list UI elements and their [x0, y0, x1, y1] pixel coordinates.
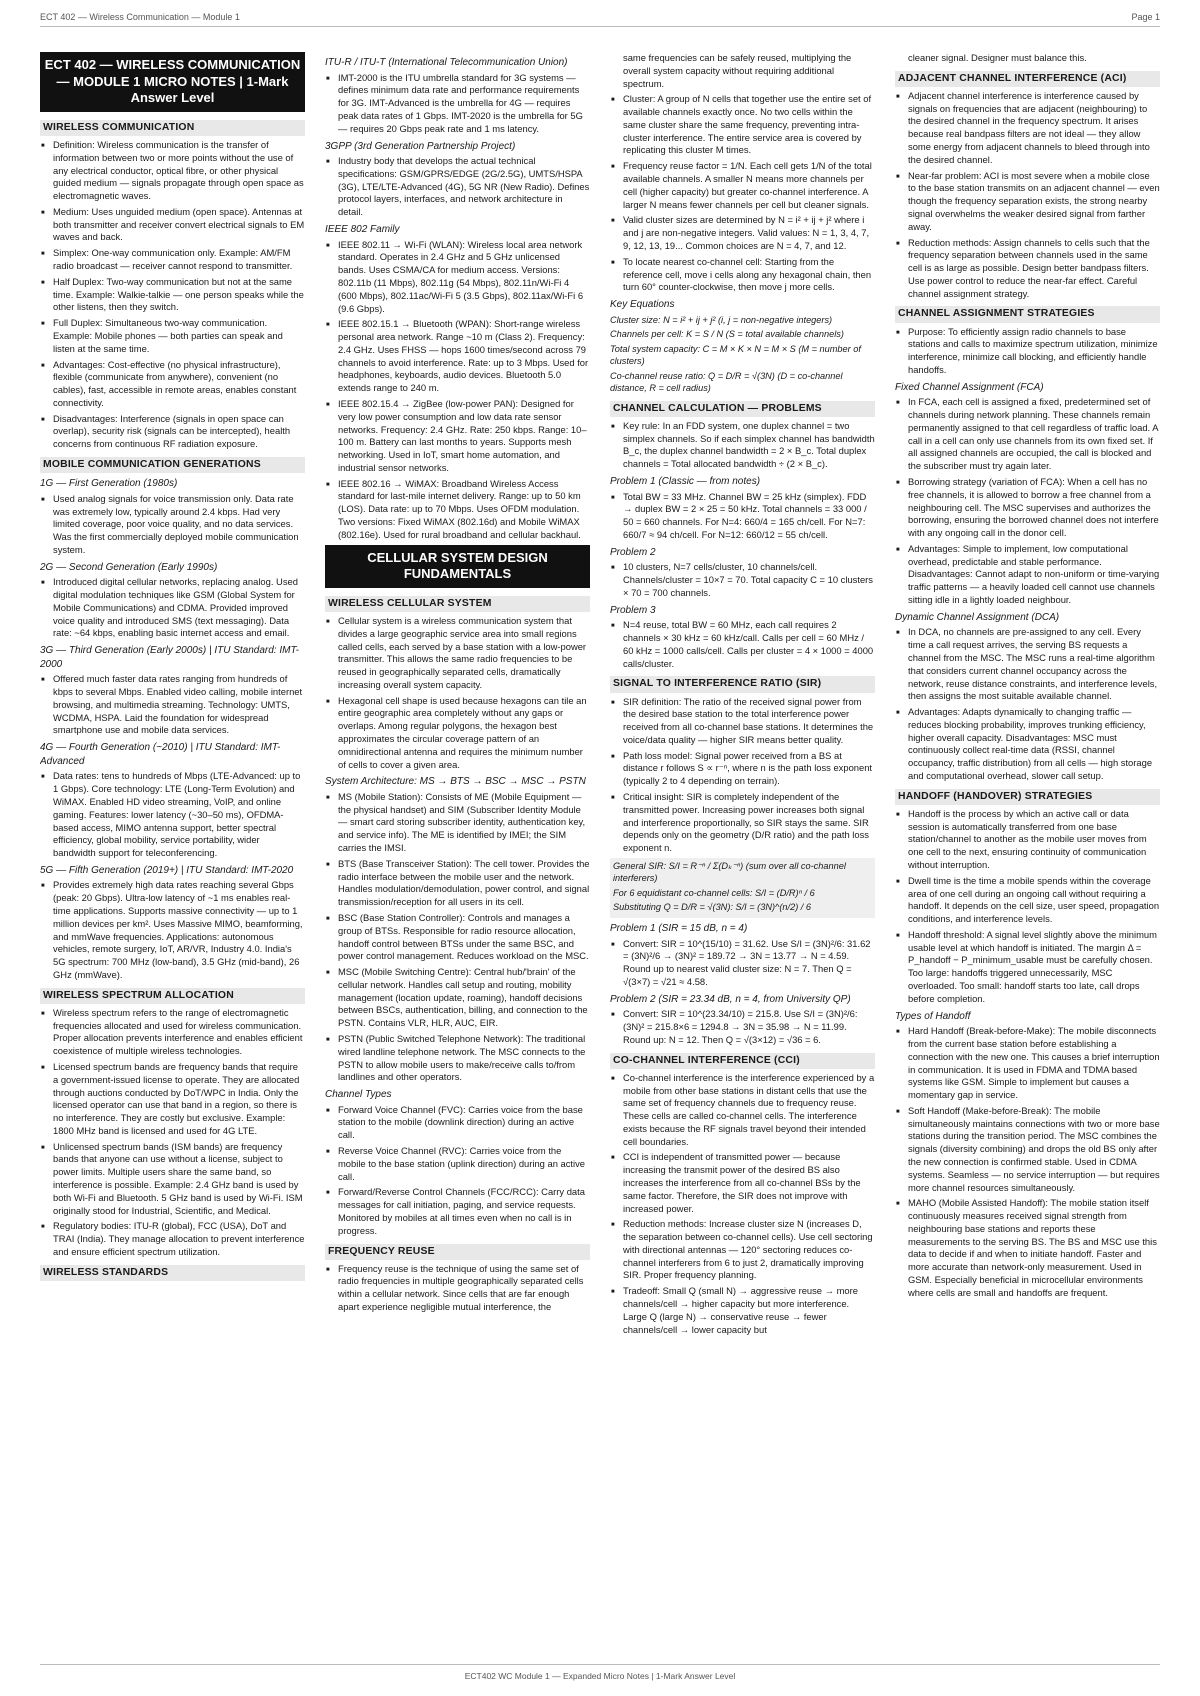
- bullet-list: [610, 491, 875, 542]
- bullet-item: ■ Handoff threshold: A signal level slightly above the minimum usable level at which handoff is initiated. The margin Δ = P_handoff − P_minimum_usable must be carefully chosen. Too large: handoffs triggered unnecessarily, MSC overloaded. Too small: handoff starts too late, call drops before completion.: [895, 929, 1160, 1006]
- bullet-item: ■ PSTN (Public Switched Telephone Network): The traditional wired landline telephone network. The MSC connects to the PSTN to allow mobile users to make/receive calls to/from landlines and other operators.: [325, 1033, 590, 1084]
- section-heading: SIGNAL TO INTERFERENCE RATIO (SIR): [610, 676, 875, 692]
- subsection-heading: 4G — Fourth Generation (~2010) | ITU Standard: IMT-Advanced: [40, 742, 281, 767]
- section-heading: CHANNEL ASSIGNMENT STRATEGIES: [895, 306, 1160, 322]
- subsection-heading: Problem 1 (Classic — from notes): [610, 476, 761, 488]
- bullet-item: ■ Purpose: To efficiently assign radio channels to base stations and calls to maximize spectrum utilization, minimize interference, minimize call blocking, and efficiently handle handoffs.: [895, 326, 1160, 377]
- bullet-item: ■ Provides extremely high data rates reaching several Gbps (peak: 20 Gbps). Ultra-low latency of ~1 ms enables real-time applications. Supports massive connectivity — up to 1 million devices per km². Uses Massive MIMO, beamforming, and mmWave frequencies. Applications: autonomous vehicles, remote surgery, IoT, AR/VR, Industry 4.0. India's 5G spectrum: 700 MHz (low-band), 3.5 GHz (mid-band), 26 GHz (mmWave).: [40, 879, 305, 981]
- bullet-list: [895, 326, 1160, 377]
- equation-box: [610, 858, 875, 918]
- bullet-item: same frequencies can be safely reused, multiplying the overall system capacity without requiring additional spectrum.: [623, 52, 852, 89]
- bullet-list: [610, 561, 875, 599]
- column-4: [895, 52, 1160, 1657]
- equation-line: Co-channel reuse ratio: Q = D/R = √(3N) (D = co-channel distance, R = cell radius): [610, 370, 843, 394]
- bullet-list: [40, 1007, 305, 1259]
- bullet-item: ■ Disadvantages: Interference (signals in open space can overlap), security risk (signals can be intercepted), health concerns from continuous RF radiation exposure.: [40, 413, 305, 451]
- section-heading: WIRELESS COMMUNICATION: [40, 120, 305, 136]
- module-title-block: CELLULAR SYSTEM DESIGN FUNDAMENTALS: [325, 545, 590, 588]
- section-heading: WIRELESS STANDARDS: [40, 1265, 305, 1281]
- bullet-list: [610, 420, 875, 471]
- section-heading: FREQUENCY REUSE: [325, 1244, 590, 1260]
- bullet-item: ■ Frequency reuse factor = 1/N. Each cell gets 1/N of the total available channels. A smaller N means more channels per cell (higher capacity) but greater co-channel interference. A larger N means fewer channels per cell but cleaner signals.: [610, 160, 875, 211]
- bullet-item: ■ Hexagonal cell shape is used because hexagons can tile an entire geographic area completely without any gaps or overlaps. Among regular polygons, the hexagon best approximates the circular coverage pattern of an omnidirectional antenna and requires the minimum number of cells to cover a given area.: [325, 695, 590, 772]
- section-heading: HANDOFF (HANDOVER) STRATEGIES: [895, 789, 1160, 805]
- bullet-item: ■ 10 clusters, N=7 cells/cluster, 10 channels/cell. Channels/cluster = 10×7 = 70. Total capacity C = 10 clusters × 70 = 700 channels.: [610, 561, 875, 599]
- bullet-list: [325, 615, 590, 771]
- bullet-item: ■ Advantages: Cost-effective (no physical infrastructure), flexible (communicate from anywhere), convenient (no cables), fast, accessible in remote areas, enables constant connectivity.: [40, 359, 305, 410]
- bullet-item: ■ Co-channel interference is the interference experienced by a mobile from other base stations in distant cells that use the same set of frequency channels due to frequency reuse. These cells are called co-channel cells. The interference exists because the RF signals travel beyond their intended cell boundaries.: [610, 1072, 875, 1149]
- bullet-item: ■ Critical insight: SIR is completely independent of the transmitted power. Increasing power increases both signal and interference proportionally, so SIR stays the same. SIR depends only on the geometry (D/R ratio) and the path loss exponent n.: [610, 791, 875, 855]
- bullet-list: [610, 619, 875, 670]
- bullet-item: ■ Handoff is the process by which an active call or data session is automatically transferred from one base station/channel to another as the mobile user moves from one cell to the next, ensuring continuity of communication without interruption.: [895, 808, 1160, 872]
- subsection-heading: Fixed Channel Assignment (FCA): [895, 381, 1044, 393]
- bullet-list: [895, 626, 1160, 782]
- subsection-heading: System Architecture: MS → BTS → BSC → MSC → PSTN: [325, 776, 586, 788]
- module-title-block: ECT 402 — WIRELESS COMMUNICATION — MODULE 1 MICRO NOTES | 1-Mark Answer Level: [40, 52, 305, 112]
- subsection-heading: Dynamic Channel Assignment (DCA): [895, 611, 1060, 623]
- running-header: [40, 11, 1160, 23]
- section-heading: CO-CHANNEL INTERFERENCE (CCI): [610, 1053, 875, 1069]
- column-2: [325, 52, 590, 1657]
- bullet-item: ■ Half Duplex: Two-way communication but not at the same time. Example: Walkie-talkie — one person speaks while the other listens, then they switch.: [40, 276, 305, 314]
- bullet-item: ■ Borrowing strategy (variation of FCA): When a cell has no free channels, it is allowed to borrow a free channel from a neighbouring cell. The MSC supervises and authorizes the borrowing, ensuring the borrowed channel does not interfere with any ongoing call in the donor cell.: [895, 476, 1160, 540]
- bullet-list: [895, 1025, 1160, 1299]
- bullet-item: ■ In FCA, each cell is assigned a fixed, predetermined set of channels during network planning. These channels remain permanently assigned to that cell regardless of traffic load. A call in a cell can only use channels from its own fixed set. If all assigned channels are occupied, the call is blocked and the subscriber must try again later.: [895, 396, 1160, 473]
- bullet-item: ■ Forward Voice Channel (FVC): Carries voice from the base station to the mobile (downlink direction) during an active call.: [325, 1104, 590, 1142]
- subsection-heading: 3G — Third Generation (Early 2000s) | ITU Standard: IMT-2000: [40, 645, 299, 670]
- section-heading: MOBILE COMMUNICATION GENERATIONS: [40, 457, 305, 473]
- bullet-item: ■ Near-far problem: ACI is most severe when a mobile close to the base station transmits on an adjacent channel — even though the frequency separation exists, the strong nearby signal overwhelms the weaker desired signal from farther away.: [895, 170, 1160, 234]
- bullet-item: cleaner signal. Designer must balance this.: [908, 52, 1087, 63]
- subsection-heading: 3GPP (3rd Generation Partnership Project): [325, 140, 516, 152]
- column-1: [40, 52, 305, 1657]
- bullet-item: ■ Convert: SIR = 10^(23.34/10) = 215.8. Use S/I = (3N)²/6: (3N)² = 215.8×6 = 1294.8 → 3N = 35.98 → N = 11.99. Round up: N = 12. Then Q = √(3×12) = √36 = 6.: [610, 1008, 875, 1046]
- bullet-list: [40, 770, 305, 859]
- bullet-item: ■ Key rule: In an FDD system, one duplex channel = two simplex channels. So if each simplex channel has bandwidth B_c, the duplex channel bandwidth = 2 × B_c. Total duplex channels = Total allocated bandwidth ÷ (2 × B_c).: [610, 420, 875, 471]
- bullet-item: ■ IEEE 802.11 → Wi-Fi (WLAN): Wireless local area network standard. Operates in 2.4 GHz and 5 GHz unlicensed bands. Uses CSMA/CA for medium access. Versions: 802.11b (11 Mbps), 802.11g (54 Mbps), 802.11n/Wi-Fi 4 (600 Mbps), 802.11ac/Wi-Fi 5 (3.5 Gbps), 802.11ax/Wi-Fi 6 (9.6 Gbps).: [325, 239, 590, 316]
- bullet-item: ■ Licensed spectrum bands are frequency bands that require a government-issued license to operate. They are allocated through auctions conducted by DoT/WPC in India. Only the licensed operator can use that band in a region, so there is no interference. They are costly but exclusive. Example: 1800 MHz band is licensed and used for 4G LTE.: [40, 1061, 305, 1138]
- equation-line: Total system capacity: C = M × K × N = M × S (M = number of clusters): [610, 343, 861, 367]
- bullet-item: ■ Used analog signals for voice transmission only. Data rate was extremely low, typically around 2.4 kbps. Had very limited coverage, poor voice quality, and no data services. Was the first commercially deployed mobile communication system.: [40, 493, 305, 557]
- bullet-item: ■ Introduced digital cellular networks, replacing analog. Used digital modulation techniques like GSM (Global System for Mobile Communications) and CDMA. Provided improved voice quality and introduced SMS (text messaging). Data rate: ~64 kbps, enabling basic internet access and email.: [40, 576, 305, 640]
- footer-rule: [40, 1664, 1160, 1665]
- subsection-heading: 5G — Fifth Generation (2019+) | ITU Standard: IMT-2020: [40, 864, 294, 876]
- bullet-item: ■ BTS (Base Transceiver Station): The cell tower. Provides the radio interface between the mobile user and the network. Handles modulation/demodulation, power control, and signal transmission/reception for all users in its cell.: [325, 858, 590, 909]
- bullet-item: ■ SIR definition: The ratio of the received signal power from the desired base station to the total interference power received from all co-channel base stations. It determines the voice/data quality — higher SIR means better quality.: [610, 696, 875, 747]
- bullet-item: ■ Offered much faster data rates ranging from hundreds of kbps to several Mbps. Enabled video calling, mobile internet browsing, and multimedia streaming. Technology: UMTS, WCDMA, HSPA. Laid the foundation for widespread smartphone use and mobile data services.: [40, 673, 305, 737]
- bullet-item: ■ Path loss model: Signal power received from a BS at distance r follows S ∝ r⁻ⁿ, where n is the path loss exponent (typically 2 to 4 depending on terrain).: [610, 750, 875, 788]
- bullet-item: ■ Total BW = 33 MHz. Channel BW = 25 kHz (simplex). FDD → duplex BW = 2 × 25 = 50 kHz. Total channels = 33 000 / 50 = 660 channels. For N=4: 660/4 = 165 ch/cell. For N=7: 660/7 ≈ 94 ch/cell. For N=12: 660/12 = 55 ch/cell.: [610, 491, 875, 542]
- column-3: [610, 52, 875, 1657]
- subsection-heading: Key Equations: [610, 299, 675, 311]
- bullet-item: ■ IEEE 802.16 → WiMAX: Broadband Wireless Access standard for last-mile internet delivery. Range: up to 50 km (LOS). Data rate: up to 70 Mbps. Uses OFDM modulation. Two versions: Fixed WiMAX (802.16d) and Mobile WiMAX (802.16e). Used for rural broadband and cellular backhaul.: [325, 478, 590, 542]
- notes-columns: [40, 52, 1160, 1657]
- subsection-heading: Types of Handoff: [895, 1010, 971, 1022]
- equation-line: General SIR: S/I = R⁻ⁿ / Σ(Dₖ⁻ⁿ) (sum over all co-channel interferers): [613, 860, 846, 884]
- footer-text: ECT402 WC Module 1 — Expanded Micro Notes | 1-Mark Answer Level: [464, 1671, 736, 1681]
- bullet-item: ■ In DCA, no channels are pre-assigned to any cell. Every time a call request arrives, the serving BS requests a channel from the MSC. The MSC runs a real-time algorithm that considers current channel occupancy across the network, reuse distance constraints, and interference levels, then assigns the most suitable available channel.: [895, 626, 1160, 703]
- bullet-item: ■ IMT-2000 is the ITU umbrella standard for 3G systems — defines minimum data rate and performance requirements for 3G. IMT-Advanced is the umbrella for 4G — requires peak data rates of 1 Gbps. IMT-2020 is the umbrella for 5G — requires 20 Gbps peak rate and 1 ms latency.: [325, 72, 590, 136]
- bullet-item: ■ Unlicensed spectrum bands (ISM bands) are frequency bands that anyone can use without a license, subject to power limits. Multiple users share the same band, so interference is possible. Example: 2.4 GHz band is used by both Wi-Fi and Bluetooth. 5 GHz band is used by Wi-Fi. ISM originally stood for Industrial, Scientific, and Medical.: [40, 1141, 305, 1218]
- bullet-list: [40, 139, 305, 451]
- page-number: Page 1: [1131, 12, 1160, 22]
- bullet-item: ■ Data rates: tens to hundreds of Mbps (LTE-Advanced: up to 1 Gbps). Core technology: LTE (Long-Term Evolution) and WiMAX. Enabled HD video streaming, VoIP, and online gaming. Features: lower latency (~30–50 ms), OFDMA-based access, MIMO antenna support, better spectral efficiency, global mobility, service portability, wider bandwidth support for teleconferencing.: [40, 770, 305, 859]
- bullet-list: [325, 791, 590, 1084]
- subsection-heading: Problem 2 (SIR = 23.34 dB, n = 4, from University QP): [610, 993, 851, 1005]
- bullet-item: ■ Forward/Reverse Control Channels (FCC/RCC): Carry data messages for call initiation, paging, and service requests. Monitored by mobiles at all times even when no call is in progress.: [325, 1186, 590, 1237]
- bullet-item: ■ Advantages: Simple to implement, low computational overhead, predictable and stable performance. Disadvantages: Cannot adapt to non-uniform or time-varying traffic patterns — a heavily loaded cell cannot use channels sitting idle in a lightly loaded neighbour.: [895, 543, 1160, 607]
- equation-line: Substituting Q = D/R = √(3N): S/I = (3N)^(n/2) / 6: [613, 902, 812, 913]
- bullet-list: [40, 576, 305, 640]
- bullet-item: ■ Valid cluster sizes are determined by N = i² + ij + j² where i and j are non-negative integers. Valid values: N = 1, 3, 4, 7, 9, 12, 13, 19... Common choices are N = 4, 7, and 12.: [610, 214, 875, 252]
- equation-line: Channels per cell: K = S / N (S = total available channels): [610, 329, 844, 340]
- bullet-item: ■ Full Duplex: Simultaneous two-way communication. Example: Mobile phones — both parties can speak and listen at the same time.: [40, 317, 305, 355]
- subsection-heading: 2G — Second Generation (Early 1990s): [40, 561, 218, 573]
- bullet-item: ■ CCI is independent of transmitted power — because increasing the transmit power of the desired BS also increases the interference from all co-channel BSs by the same factor. Therefore, the SIR does not improve with increased power.: [610, 1151, 875, 1215]
- bullet-item: ■ Dwell time is the time a mobile spends within the coverage area of one cell during an ongoing call without requiring a handoff. It depends on the cell size, user speed, propagation conditions, and interference levels.: [895, 875, 1160, 926]
- bullet-list: [40, 673, 305, 737]
- bullet-item: ■ Cluster: A group of N cells that together use the entire set of available channels exactly once. No two cells within the same cluster share the same frequency, preventing intra-cluster interference. The entire service area is covered by replicating this cluster M times.: [610, 93, 875, 157]
- bullet-item: ■ Reduction methods: Increase cluster size N (increases D, the separation between co-channel cells). Use cell sectoring with directional antennas — 120° sectoring reduces co-channel interferers from 6 to just 2, dramatically improving SIR. Proper frequency planning.: [610, 1218, 875, 1282]
- subsection-heading: IEEE 802 Family: [325, 224, 400, 235]
- bullet-item: ■ Adjacent channel interference is interference caused by signals on frequencies that are adjacent (neighbouring) to the desired channel in the frequency spectrum. It arises because real bandpass filters are not ideal — they allow some energy from adjacent channels to bleed through into the desired channel.: [895, 90, 1160, 167]
- bullet-item: ■ Frequency reuse is the technique of using the same set of radio frequencies in multiple geographically separated cells within a cellular network. Since cells that are far enough apart experience negligible mutual interference, the: [325, 1263, 590, 1314]
- bullet-item: ■ IEEE 802.15.4 → ZigBee (low-power PAN): Designed for very low power consumption and low data rate sensor networks. Frequency: 2.4 GHz. Rate: 250 kbps. Range: 10–100 m. Battery can last months to years. Supports mesh networking. Used in IoT, smart home automation, and industrial sensor networks.: [325, 398, 590, 475]
- bullet-list: [610, 696, 875, 855]
- bullet-item: ■ Cellular system is a wireless communication system that divides a large geographic service area into small regions called cells, each served by a base station with a low-power transmitter. This allows the same radio frequencies to be reused in geographically separated cells, dramatically increasing overall system capacity.: [325, 615, 590, 692]
- bullet-item: ■ Soft Handoff (Make-before-Break): The mobile simultaneously maintains connections with two or more base stations during the transition period. The MSC combines the signals (diversity combining) and drops the old BS only after the new connection is confirmed stable. Used in CDMA systems. Seamless — no service interruption — but requires more channel resources simultaneously.: [895, 1105, 1160, 1194]
- bullet-item: ■ Medium: Uses unguided medium (open space). Antennas at both transmitter and receiver convert electrical signals to EM waves and back.: [40, 206, 305, 244]
- bullet-item: ■ Industry body that develops the actual technical specifications: GSM/GPRS/EDGE (2G/2.5G), UMTS/HSPA (3G), LTE/LTE-Advanced (4G), 5G NR (New Radio). Defines protocol layers, interfaces, and network architecture in detail.: [325, 155, 590, 219]
- bullet-list: [325, 1263, 590, 1314]
- bullet-item: ■ Convert: SIR = 10^(15/10) = 31.62. Use S/I = (3N)²/6: 31.62 = (3N)²/6 → (3N)² = 189.72 → 3N = 13.77 → N = 4.59. Round up to nearest valid cluster size: N = 7. Then Q = √(3×7) = √21 ≈ 4.58.: [610, 938, 875, 989]
- bullet-list: [325, 1104, 590, 1238]
- bullet-list: [610, 938, 875, 989]
- bullet-list: [40, 493, 305, 557]
- equation-line: Cluster size: N = i² + ij + j² (i, j = non-negative integers): [610, 314, 833, 325]
- bullet-list: [610, 1072, 875, 1337]
- bullet-item: ■ Wireless spectrum refers to the range of electromagnetic frequencies allocated and used for wireless communication. Proper allocation prevents interference and enables efficient coexistence of multiple wireless technologies.: [40, 1007, 305, 1058]
- subsection-heading: ITU-R / ITU-T (International Telecommunication Union): [325, 57, 568, 68]
- bullet-item: ■ Reduction methods: Assign channels to cells such that the frequency separation between channels used in the same cell is as large as possible. Design better bandpass filters. Use power control to reduce the near-far effect. Careful channel assignment strategy.: [895, 237, 1160, 301]
- section-heading: CHANNEL CALCULATION — PROBLEMS: [610, 401, 875, 417]
- bullet-item: ■ Definition: Wireless communication is the transfer of information between two or more points without the use of any electrical conductor, optical fibre, or other physical guided medium — signals propagate through open space as electromagnetic waves.: [40, 139, 305, 203]
- bullet-item: ■ IEEE 802.15.1 → Bluetooth (WPAN): Short-range wireless personal area network. Range ~10 m (Class 2). Frequency: 2.4 GHz. Uses FHSS — hops 1600 times/second across 79 channels to avoid interference. Rate: up to 3 Mbps. Used for headphones, keyboards, audio devices. Bluetooth 5.0 extends range to 240 m.: [325, 318, 590, 395]
- bullet-list: [40, 879, 305, 981]
- subsection-heading: 1G — First Generation (1980s): [40, 478, 178, 490]
- subsection-heading: Problem 1 (SIR = 15 dB, n = 4): [610, 922, 748, 934]
- bullet-item: ■ To locate nearest co-channel cell: Starting from the reference cell, move i cells along any hexagonal chain, then turn 60° counter-clockwise, then move j more cells.: [610, 256, 875, 294]
- bullet-item: ■ BSC (Base Station Controller): Controls and manages a group of BTSs. Responsible for radio resource allocation, handoff control between BTSs under the same BSC, and power control management. Reduces workload on the MSC.: [325, 912, 590, 963]
- bullet-item: ■ MAHO (Mobile Assisted Handoff): The mobile station itself continuously measures received signal strength from neighbouring base stations and reports these measurements to the serving BS. The BS and MSC use this data to decide if and when to initiate handoff. Faster and more accurate than network-only measurement. Used in GSM. Especially beneficial in microcellular environments where cells are small and handoffs are frequent.: [895, 1197, 1160, 1299]
- bullet-item: ■ Hard Handoff (Break-before-Make): The mobile disconnects from the current base station before establishing a connection with the new one. This causes a brief interruption in communication. It is used in FDMA and TDMA based systems like GSM. Simple to implement but causes a momentary gap in service.: [895, 1025, 1160, 1102]
- bullet-list: [895, 808, 1160, 1006]
- bullet-item: ■ Regulatory bodies: ITU-R (global), FCC (USA), DoT and TRAI (India). They manage allocation to prevent interference and ensure efficient spectrum utilization.: [40, 1220, 305, 1258]
- bullet-item: ■ Tradeoff: Small Q (small N) → aggressive reuse → more channels/cell → higher capacity but more interference. Large Q (large N) → conservative reuse → fewer channels/cell → lower capacity but: [610, 1285, 875, 1336]
- section-heading: WIRELESS CELLULAR SYSTEM: [325, 596, 590, 612]
- bullet-item: ■ N=4 reuse, total BW = 60 MHz, each call requires 2 channels × 30 kHz = 60 kHz/call. Calls per cell = 60 MHz / 60 kHz = 1000 calls/cell. Calls per cluster = 4 × 1000 = 4000 calls/cluster.: [610, 619, 875, 670]
- bullet-item: ■ MSC (Mobile Switching Centre): Central hub/'brain' of the cellular network. Handles call setup and routing, mobility management (location update, roaming), handoff decisions between BSCs, authentication, billing, and connection to the PSTN. Contains VLR, HLR, AUC, EIR.: [325, 966, 590, 1030]
- equation-line: For 6 equidistant co-channel cells: S/I = (D/R)ⁿ / 6: [613, 887, 815, 898]
- bullet-list: [610, 93, 875, 294]
- bullet-list: [325, 72, 590, 136]
- bullet-item: ■ MS (Mobile Station): Consists of ME (Mobile Equipment — the physical handset) and SIM (Subscriber Identity Module — smart card storing subscriber identity, authentication key, and service info). The ME is identified by IMEI; the SIM carries the IMSI.: [325, 791, 590, 855]
- header-left-text: ECT 402 — Wireless Communication — Module 1: [40, 12, 240, 22]
- subsection-heading: Channel Types: [325, 1089, 392, 1101]
- subsection-heading: Problem 2: [610, 546, 656, 558]
- continued-list: [895, 52, 1160, 65]
- bullet-list: [325, 239, 590, 542]
- header-rule: [40, 26, 1160, 27]
- bullet-list: [895, 396, 1160, 607]
- bullet-item: ■ Advantages: Adapts dynamically to changing traffic — reduces blocking probability, improves trunking efficiency, higher overall capacity. Disadvantages: MSC must continuously collect real-time data (RSSI, channel occupancy, traffic distribution) from all cells — high storage and computational overhead, slower call setup.: [895, 706, 1160, 783]
- subsection-heading: Problem 3: [610, 604, 656, 616]
- bullet-list: [610, 1008, 875, 1046]
- continued-list: [610, 52, 875, 90]
- bullet-list: [325, 155, 590, 219]
- section-heading: WIRELESS SPECTRUM ALLOCATION: [40, 988, 305, 1004]
- bullet-item: ■ Simplex: One-way communication only. Example: AM/FM radio broadcast — receiver cannot respond to transmitter.: [40, 247, 305, 273]
- section-heading: ADJACENT CHANNEL INTERFERENCE (ACI): [895, 71, 1160, 87]
- bullet-item: ■ Reverse Voice Channel (RVC): Carries voice from the mobile to the base station (uplink direction) during an active call.: [325, 1145, 590, 1183]
- bullet-list: [895, 90, 1160, 301]
